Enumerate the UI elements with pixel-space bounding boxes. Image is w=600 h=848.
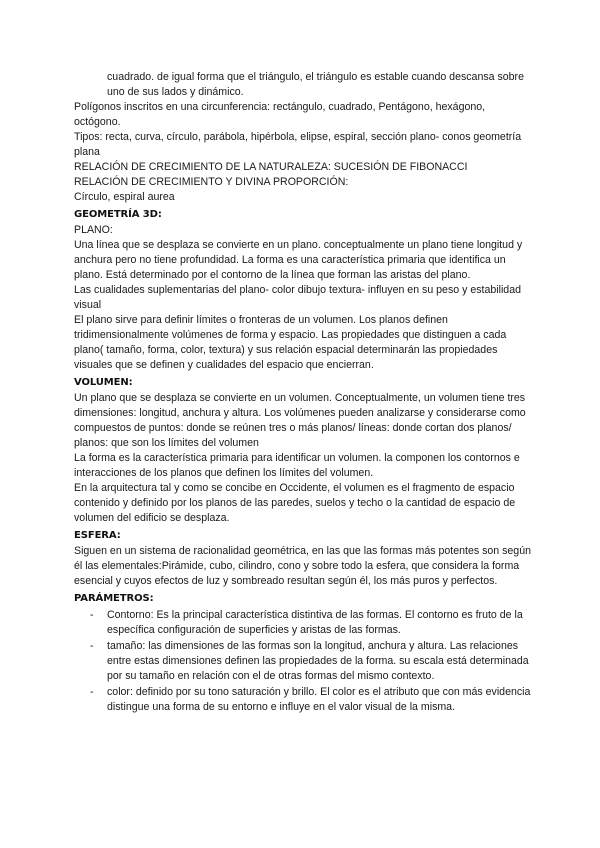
divine-proportion-line: RELACIÓN DE CRECIMIENTO Y DIVINA PROPORCIÓN: [74,176,349,188]
volumen-paragraph-3: En la arquitectura tal y como se concibe en Occidente, el volumen es el fragmento de espacio contenido y definido por los planos de las paredes, suelos y techo o la cantidad de espacio de volumen del edificio se desplaza. [74,482,516,524]
volumen-heading: VOLUMEN: [74,377,133,388]
esfera-paragraph: Siguen en un sistema de racionalidad geométrica, en las que las formas más potentes son según él las elementales:Pirámide, cubo, cilindro, cono y sobre todo la esfera, que considera la forma esencial y cuyos efectos de luz y sombreado resultan según él, los más puros y perfectos. [74,545,531,587]
param-color: color: definido por su tono saturación y brillo. El color es el atributo que con más evidencia distingue una forma de su entorno e influye en el valor visual de la misma. [107,686,531,713]
geometry-3d-heading: GEOMETRÍA 3D: [74,209,162,220]
volumen-paragraph-2: La forma es la característica primaria para identificar un volumen. la componen los contornos e interacciones de los planos que definen los límites del volumen. [74,452,520,479]
plano-paragraph-1: Una línea que se desplaza se convierte en un plano. conceptualmente un plano tiene longitud y anchura pero no tiene profundidad. La forma es una característica primaria que identifica un plano. Está determinado por el contorno de la línea que forman las aristas del plano. [74,239,523,281]
parametros-list [74,608,534,715]
list-item [74,608,534,638]
volumen-paragraph-1: Un plano que se desplaza se convierte en un volumen. Conceptualmente, un volumen tiene tres dimensiones: longitud, anchura y altura. Los volúmenes pueden analizarse y considerarse como compuestos de puntos: donde se reúnen tres o más planos/ líneas: donde cortan dos planos/ planos: que son los límites del volumen [74,392,526,449]
param-contorno: Contorno: Es la principal característica distintiva de las formas. El contorno es fruto de la específica configuración de superficies y aristas de las formas. [107,609,523,636]
fibonacci-line: RELACIÓN DE CRECIMIENTO DE LA NATURALEZA: SUCESIÓN DE FIBONACCI [74,161,468,173]
plano-paragraph-3: El plano sirve para definir límites o fronteras de un volumen. Los planos definen tridimensionalmente volúmenes de forma y espacio. Las propiedades que distinguen a cada plano( tamaño, forma, color, textura) y sus relación espacial determinarán las propiedades visuales que se definen y cualidades del espacio que encierran. [74,314,507,371]
bullet-dash: - [90,686,94,698]
esfera-heading: ESFERA: [74,530,121,541]
polygons-paragraph: Polígonos inscritos en una circunferencia: rectángulo, cuadrado, Pentágono, hexágono, octógono. [74,101,486,128]
types-paragraph: Tipos: recta, curva, círculo, parábola, hipérbola, elipse, espiral, sección plano- conos geometría plana [74,131,522,158]
list-item [74,639,534,684]
document-body [74,70,534,716]
bullet-dash: - [90,640,94,652]
plano-label: PLANO: [74,224,113,236]
circle-spiral-line: Círculo, espiral aurea [74,191,175,203]
plano-paragraph-2: Las cualidades suplementarias del plano- color dibujo textura- influyen en su peso y estabilidad visual [74,284,521,311]
list-item [74,685,534,715]
parametros-heading: PARÁMETROS: [74,593,154,604]
intro-continuation: cuadrado. de igual forma que el triángulo, el triángulo es estable cuando descansa sobre uno de sus lados y dinámico. [107,71,524,98]
bullet-dash: - [90,609,94,621]
param-tamano: tamaño: las dimensiones de las formas son la longitud, anchura y altura. Las relaciones entre estas dimensiones definen las propiedades de la forma. su escala está determinada por su tamaño en relación con el de otras formas del mismo contexto. [107,640,529,682]
